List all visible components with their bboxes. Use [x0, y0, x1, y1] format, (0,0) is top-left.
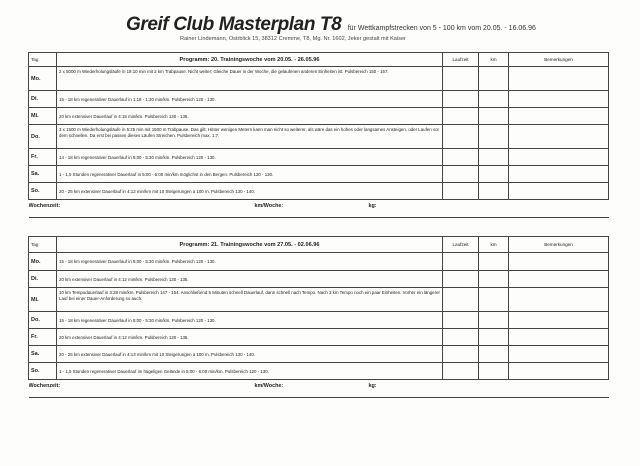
week-summary-row: [29, 380, 609, 398]
program-title: Programm: 21. Trainingswoche vom 27.05. - 02.06.96: [57, 237, 443, 253]
workout-text: 20 - 25 km extensiver Dauerlauf in 4:12 min/km mit 10 Steigerungen a 100 m. Pulsbereich 130 - 140.: [57, 183, 443, 200]
table-row: [29, 183, 609, 200]
table-row: [29, 312, 609, 329]
laufzeit-cell[interactable]: [443, 166, 479, 183]
km-woche-label: km/Woche:: [254, 203, 284, 209]
km-cell[interactable]: [479, 91, 509, 108]
km-cell[interactable]: [479, 253, 509, 271]
notes-cell[interactable]: [509, 253, 609, 271]
workout-text: 3 x 1500 m Wiederholungsläufe in 5:25 min mit 1500 m Trabpause. Das gilt: Hinter wenigen Metern kann man nicht so weiterer, als wäre das ein hohes oder langsames Ansteigen, oder Laufen vor dem schnellen. Da erst bei passen dieses Läufen Streichen. Pulsbereich max. 1:7.: [57, 125, 443, 149]
notes-cell[interactable]: [509, 288, 609, 312]
program-title: Programm: 20. Trainingswoche vom 20.05. - 26.05.96: [57, 53, 443, 67]
notes-cell[interactable]: [509, 183, 609, 200]
page-title: Greif Club Masterplan T8: [126, 14, 342, 35]
notes-cell[interactable]: [509, 125, 609, 149]
day-label: Fr.: [29, 329, 57, 346]
workout-text: 14 - 18 km regenerativer Dauerlauf in 5:00 - 5:30 min/km. Pulsbereich 120 - 130.: [57, 149, 443, 166]
table-row: [29, 125, 609, 149]
table-row: [29, 149, 609, 166]
week-table-20: [28, 52, 609, 218]
table-row: [29, 288, 609, 312]
laufzeit-cell[interactable]: [443, 108, 479, 125]
km-cell[interactable]: [479, 67, 509, 91]
wochenzeit-label: Wochenzeit:: [28, 383, 61, 389]
workout-text: 15 - 18 km regenerativer Dauerlauf in 1:18 - 1:30 min/km. Pulsbereich 120 - 130.: [57, 91, 443, 108]
laufzeit-cell[interactable]: [443, 271, 479, 288]
table-row: [29, 253, 609, 271]
table-row: [29, 346, 609, 363]
day-label: Di.: [29, 91, 57, 108]
col-laufzeit: Laufzeit: [443, 237, 479, 253]
notes-cell[interactable]: [509, 166, 609, 183]
km-cell[interactable]: [479, 288, 509, 312]
day-label: Do.: [29, 125, 57, 149]
workout-text: 15 - 18 km regenerativer Dauerlauf in 5:00 - 5:30 min/km. Pulsbereich 120 - 130.: [57, 312, 443, 329]
table-row: [29, 363, 609, 380]
workout-text: 20 km extensiver Dauerlauf in 4:12 min/km. Pulsbereich 130 - 135.: [57, 271, 443, 288]
day-label: Do.: [29, 312, 57, 329]
km-cell[interactable]: [479, 312, 509, 329]
col-km: km: [479, 53, 509, 67]
notes-cell[interactable]: [509, 363, 609, 380]
laufzeit-cell[interactable]: [443, 288, 479, 312]
laufzeit-cell[interactable]: [443, 125, 479, 149]
workout-text: 20 - 25 km extensiver Dauerlauf in 4:13 min/km mit 10 Steigerungen a 100 m. Pulsbereich 130 - 140.: [57, 346, 443, 363]
day-label: So.: [29, 183, 57, 200]
km-cell[interactable]: [479, 363, 509, 380]
workout-text: 1 - 1,5 Stunden regenerativer Dauerlauf im hügeligen Gelände in 5:00 - 6:00 min/km. Pulsbereich 120 - 130.: [57, 363, 443, 380]
notes-cell[interactable]: [509, 108, 609, 125]
author-line: Rainer Lindemann, Ostrblick 15, 38312 Cremme, T8, Mg. Nr. 1602, Jeker gestalt mit Kaiser: [180, 36, 406, 42]
laufzeit-cell[interactable]: [443, 363, 479, 380]
laufzeit-cell[interactable]: [443, 312, 479, 329]
week-table-21: [28, 236, 609, 398]
col-bemerkungen: Bemerkungen: [509, 53, 609, 67]
title-line: [126, 14, 536, 36]
kg-label: kg:: [368, 203, 377, 209]
notes-cell[interactable]: [509, 329, 609, 346]
km-cell[interactable]: [479, 149, 509, 166]
laufzeit-cell[interactable]: [443, 253, 479, 271]
day-label: Mi.: [29, 288, 57, 312]
km-cell[interactable]: [479, 183, 509, 200]
km-cell[interactable]: [479, 329, 509, 346]
table-header-row: [29, 237, 609, 253]
notes-cell[interactable]: [509, 91, 609, 108]
km-cell[interactable]: [479, 271, 509, 288]
laufzeit-cell[interactable]: [443, 149, 479, 166]
day-label: Mo.: [29, 67, 57, 91]
col-bemerkungen: Bemerkungen: [509, 237, 609, 253]
col-km: km: [479, 237, 509, 253]
day-label: Fr.: [29, 149, 57, 166]
workout-text: 20 km extensiver Dauerlauf in 4:15 min/km. Pulsbereich 130 - 135.: [57, 108, 443, 125]
day-label: Mi.: [29, 108, 57, 125]
wochenzeit-label: Wochenzeit:: [28, 203, 61, 209]
workout-text: 1 - 1,5 Stunden regenerativer Dauerlauf in 5:00 - 6:00 min/km möglichst in den Bergen. Pulsbereich 120 - 130.: [57, 166, 443, 183]
table-row: [29, 166, 609, 183]
laufzeit-cell[interactable]: [443, 329, 479, 346]
km-cell[interactable]: [479, 166, 509, 183]
notes-cell[interactable]: [509, 67, 609, 91]
km-cell[interactable]: [479, 108, 509, 125]
workout-text: 10 km Tempodauerlauf in 3:28 min/km. Pulsbereich 147 - 154. Anschließend 5 Minuten schnell Dauerlauf, dann schnell nach Tempo. Nach 3 km Tempo noch ein paar Einheiten. Vorher ein längerer Lauf bei einer Dauer-Anforderung so auch.: [57, 288, 443, 312]
table-row: [29, 271, 609, 288]
col-day: Tag: [29, 53, 57, 67]
week-summary-row: [29, 200, 609, 218]
day-label: Sa.: [29, 346, 57, 363]
day-label: Mo.: [29, 253, 57, 271]
title-suffix: für Wettkampfstrecken von 5 - 100 km vom 20.05. - 16.06.96: [347, 25, 536, 32]
laufzeit-cell[interactable]: [443, 183, 479, 200]
notes-cell[interactable]: [509, 312, 609, 329]
notes-cell[interactable]: [509, 346, 609, 363]
table-header-row: [29, 53, 609, 67]
workout-text: 15 - 18 km regenerativer Dauerlauf in 5:00 - 5:30 min/km. Pulsbereich 120 - 130.: [57, 253, 443, 271]
km-woche-label: km/Woche:: [254, 383, 284, 389]
day-label: Sa.: [29, 166, 57, 183]
table-row: [29, 108, 609, 125]
table-row: [29, 91, 609, 108]
workout-text: 2 x 5000 m Wiederholungsläufe in 19:10 min mit 2 km Trabpause. Nicht weiter; Gleiche Dauer in der Woche, die gelaufenen anderen Einheiten ist. Pulsbereich 150 - 167.: [57, 67, 443, 91]
km-cell[interactable]: [479, 346, 509, 363]
col-day: Tag: [29, 237, 57, 253]
kg-label: kg:: [368, 383, 377, 389]
table-row: [29, 67, 609, 91]
day-label: So.: [29, 363, 57, 380]
col-laufzeit: Laufzeit: [443, 53, 479, 67]
laufzeit-cell[interactable]: [443, 346, 479, 363]
laufzeit-cell[interactable]: [443, 67, 479, 91]
workout-text: 20 km extensiver Dauerlauf in 4:12 min/km. Pulsbereich 130 - 135.: [57, 329, 443, 346]
day-label: Di.: [29, 271, 57, 288]
km-cell[interactable]: [479, 125, 509, 149]
notes-cell[interactable]: [509, 149, 609, 166]
laufzeit-cell[interactable]: [443, 91, 479, 108]
notes-cell[interactable]: [509, 271, 609, 288]
table-row: [29, 329, 609, 346]
